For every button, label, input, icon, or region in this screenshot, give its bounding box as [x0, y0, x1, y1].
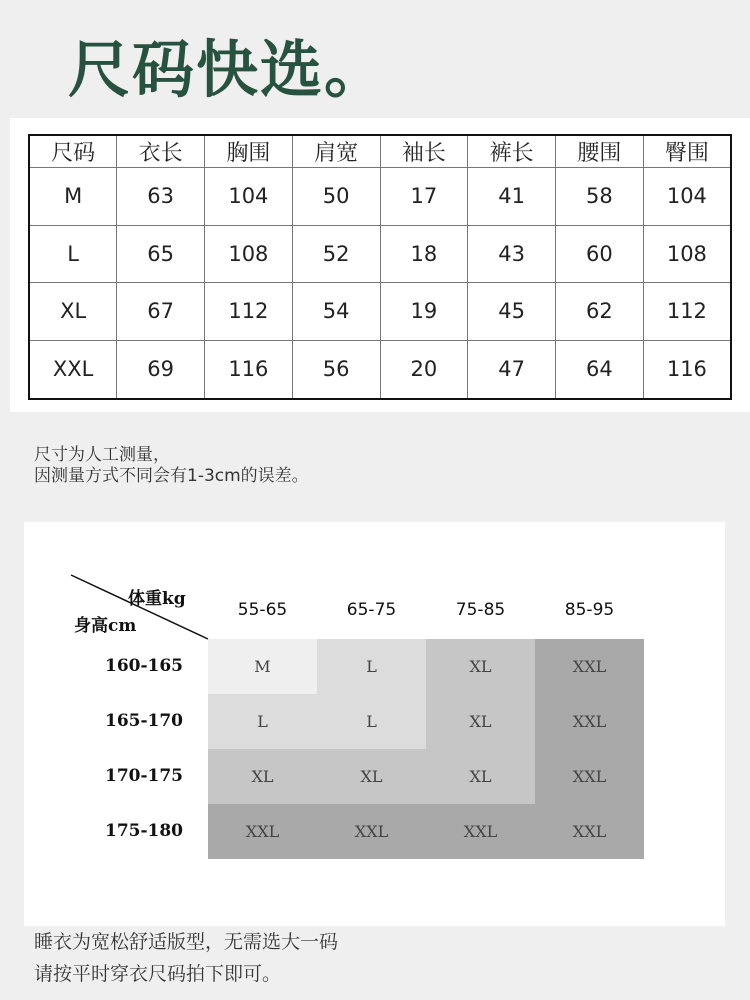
size-cell: XXL — [317, 804, 426, 859]
height-range-label: 160-165 — [104, 656, 184, 676]
table-cell: 58 — [556, 168, 644, 226]
size-cell: XL — [426, 749, 535, 804]
height-range-label: 165-170 — [104, 711, 184, 731]
table-cell: 63 — [117, 168, 205, 226]
table-cell: XXL — [29, 340, 117, 399]
table-cell: 108 — [205, 225, 293, 283]
weight-range-label: 85-95 — [564, 600, 615, 620]
header-chest: 胸围 — [205, 135, 293, 168]
header-length: 衣长 — [117, 135, 205, 168]
table-cell: 54 — [292, 283, 380, 341]
fit-note-line1: 睡衣为宽松舒适版型，无需选大一码 — [34, 931, 339, 953]
weight-range-label: 75-85 — [455, 600, 506, 620]
table-row — [29, 168, 731, 226]
size-cell: XXL — [535, 749, 644, 804]
size-cell: XXL — [426, 804, 535, 859]
table-cell: 60 — [556, 225, 644, 283]
size-cell: XXL — [535, 639, 644, 694]
size-cell: XL — [317, 749, 426, 804]
header-size: 尺码 — [29, 135, 117, 168]
table-cell: 17 — [380, 168, 468, 226]
size-cell: XXL — [535, 804, 644, 859]
fit-note — [34, 926, 338, 990]
size-quick-chart — [24, 522, 725, 926]
measurement-note-line2: 因测量方式不同会有1-3cm的误差。 — [34, 466, 309, 486]
measurement-note — [34, 445, 309, 487]
table-row — [29, 225, 731, 283]
height-range-label: 175-180 — [104, 821, 184, 841]
table-cell: 45 — [468, 283, 556, 341]
table-cell: 116 — [643, 340, 731, 399]
table-cell: 108 — [643, 225, 731, 283]
fit-note-line2: 请按平时穿衣尺码拍下即可。 — [34, 963, 282, 985]
table-cell: XL — [29, 283, 117, 341]
table-cell: 112 — [643, 283, 731, 341]
table-cell: 20 — [380, 340, 468, 399]
size-cell: L — [317, 639, 426, 694]
table-cell: L — [29, 225, 117, 283]
height-range-label: 170-175 — [104, 766, 184, 786]
size-cell: L — [317, 694, 426, 749]
table-cell: 43 — [468, 225, 556, 283]
table-cell: 104 — [205, 168, 293, 226]
size-table-header-row — [29, 135, 731, 168]
table-cell: 65 — [117, 225, 205, 283]
table-cell: 18 — [380, 225, 468, 283]
header-waist: 腰围 — [556, 135, 644, 168]
size-cell: XL — [426, 639, 535, 694]
table-cell: 52 — [292, 225, 380, 283]
weight-range-label: 65-75 — [346, 600, 397, 620]
header-shoulder: 肩宽 — [292, 135, 380, 168]
measurement-note-line1: 尺寸为人工测量， — [34, 445, 170, 465]
table-row — [29, 340, 731, 399]
header-hip: 臀围 — [643, 135, 731, 168]
table-cell: 41 — [468, 168, 556, 226]
table-row — [29, 283, 731, 341]
size-cell: M — [208, 639, 317, 694]
header-sleeve: 袖长 — [380, 135, 468, 168]
size-cell: XXL — [535, 694, 644, 749]
table-cell: 62 — [556, 283, 644, 341]
table-cell: 69 — [117, 340, 205, 399]
weight-axis-label: 体重kg — [128, 589, 186, 609]
size-cell: XL — [208, 749, 317, 804]
table-cell: 116 — [205, 340, 293, 399]
size-cell: L — [208, 694, 317, 749]
size-cell: XXL — [208, 804, 317, 859]
table-cell: 64 — [556, 340, 644, 399]
table-cell: 47 — [468, 340, 556, 399]
size-table — [28, 134, 732, 400]
page-title: 尺码快选。 — [68, 33, 389, 106]
weight-range-label: 55-65 — [237, 600, 288, 620]
table-cell: 112 — [205, 283, 293, 341]
height-axis-label: 身高cm — [74, 616, 137, 636]
table-cell: 67 — [117, 283, 205, 341]
table-cell: 19 — [380, 283, 468, 341]
size-cell: XL — [426, 694, 535, 749]
table-cell: 50 — [292, 168, 380, 226]
table-cell: M — [29, 168, 117, 226]
header-pants-length: 裤长 — [468, 135, 556, 168]
table-cell: 56 — [292, 340, 380, 399]
size-table-panel — [10, 118, 750, 412]
table-cell: 104 — [643, 168, 731, 226]
